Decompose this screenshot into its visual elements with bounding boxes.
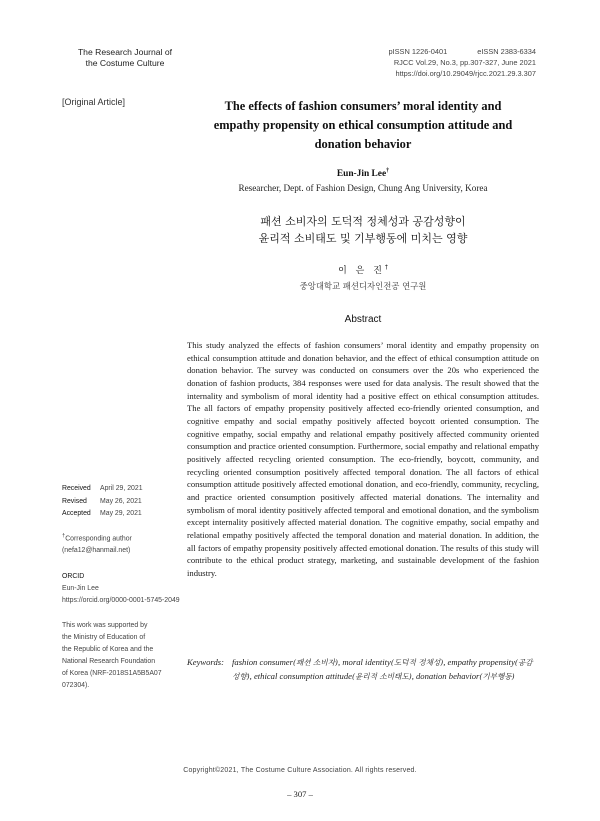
funding-line: of Korea (NRF-2018S1A5B5A07 (62, 670, 162, 678)
eissn: eISSN 2383-6334 (477, 47, 536, 56)
keyword-5: donation behavior (416, 670, 480, 681)
article-dates (62, 483, 143, 521)
author-ko-mark: † (384, 264, 388, 271)
keyword-1: fashion consumer (232, 657, 293, 667)
abstract-heading: Abstract (344, 314, 382, 325)
journal-name-line2: the Costume Culture (85, 58, 165, 68)
revised-date-row (62, 496, 143, 509)
pissn: pISSN 1226-0401 (388, 47, 448, 56)
received-label: Received (62, 485, 91, 492)
revised-date: May 26, 2021 (100, 497, 142, 505)
funding-line: National Research Foundation (62, 658, 156, 666)
orcid-block (62, 571, 180, 606)
corresponding-mark: † (62, 533, 66, 539)
affiliation-en: Researcher, Dept. of Fashion Design, Chung Ang University, Korea (238, 183, 488, 193)
orcid-name: Eun-Jin Lee (62, 584, 99, 592)
received-date-row (62, 483, 143, 496)
keyword-4-ko: (윤리적 소비태도) (352, 671, 412, 681)
funding-note (62, 620, 182, 693)
keyword-3: empathy propensity (447, 657, 515, 667)
author-en (188, 168, 538, 179)
funding-line: This work was supported by (62, 622, 148, 629)
title-en-line3: donation behavior (314, 137, 412, 151)
keyword-2-ko: (도덕적 정체성) (390, 658, 444, 667)
author-en-mark: † (386, 168, 390, 174)
corresponding-author (62, 530, 132, 557)
keywords-list: fashion consumer(패션 소비자), moral identity(도덕적 정체성), empathy propensity(공감성향), ethical consumption attitude(윤리적 소비태도), donation behavior(기부행동) (232, 657, 533, 681)
publication-meta (388, 46, 536, 79)
received-date: April 29, 2021 (100, 485, 143, 492)
corresponding-email[interactable]: (nefa12@hanmail.net) (62, 547, 131, 555)
funding-line: the Republic of Korea and the (62, 646, 154, 654)
accepted-date: May 29, 2021 (100, 510, 142, 518)
title-ko-line2: 윤리적 소비태도 및 기부행동에 미치는 영향 (258, 232, 468, 245)
journal-name-line1: The Research Journal of (77, 47, 173, 57)
accepted-label: Accepted (62, 510, 91, 518)
keywords (187, 656, 539, 683)
orcid-link[interactable]: https://orcid.org/0000-0001-5745-2049 (62, 596, 180, 604)
corresponding-label: Corresponding author (65, 535, 132, 543)
author-en-name: Eun-Jin Lee (336, 169, 387, 180)
journal-name (60, 47, 190, 69)
title-ko-line1: 패션 소비자의 도덕적 정체성과 공감성향이 (260, 215, 466, 228)
title-en-line2: empathy propensity on ethical consumption attitude and (213, 118, 513, 132)
title-en (188, 97, 538, 154)
title-ko (188, 213, 538, 247)
affiliation-ko: 중앙대학교 패션디자인전공 연구원 (299, 281, 427, 291)
abstract-text: This study analyzed the effects of fashion consumers’ moral identity and empathy propensity on ethical consumption attitude and donation behavior, and the effect of ethical consumption attitude on donation behavior. The survey was conducted on consumers over the 20s who experienced the donation of fashion products, 384 responses were used for data analysis. The result showed that the internality and symbolism of moral identity had a positive effect on ethical consumption attitudes. The all factors of empathy propensity positively affected eco-friendly oriented consumption, and cognitive empathy and social empathy positively affected boycott oriented consumption. The cognitive empathy, social empathy and relational empathy positively affected community oriented consumption and practice oriented consumption. Furthermore, social empathy and relational empathy positively affected recycling oriented consumption. The eco-friendly, boycott, community, and recycling oriented consumption positively affected temporal donation. The all factors of ethical consumption attitude positively affected emotional donation, and eco-friendly, community, recycling, and practice oriented consumption positively affected material donations. The internality and symbolism of moral identity positively affected temporal and emotional donation, and the symbolism except internality positively affected material donation. The cognitive empathy, social empathy and relational empathy positively affected the temporal donation and material donation. In addition, the all factors of empathy propensity positively affected emotional donation. The results of this study will contribute to the ethical product strategy, marketing, and sustainable development of the fashion industry. (187, 340, 539, 578)
keywords-label: Keywords: (187, 657, 224, 667)
keyword-4: ethical consumption attitude (253, 670, 352, 681)
orcid-label: ORCID (62, 573, 85, 580)
keyword-3-ko: (공감성향) (232, 658, 533, 681)
author-ko (188, 263, 538, 276)
funding-line: 072304). (62, 682, 90, 690)
revised-label: Revised (62, 497, 87, 505)
citation: RJCC Vol.29, No.3, pp.307-327, June 2021 (393, 58, 536, 67)
author-ko-name: 이 은 진 (338, 266, 385, 276)
title-en-line1: The effects of fashion consumers’ moral identity and (224, 99, 502, 113)
copyright: Copyright©2021, The Costume Culture Association. All rights reserved. (183, 767, 417, 774)
article-type: [Original Article] (62, 97, 126, 107)
keyword-5-ko: (기부행동) (479, 671, 515, 681)
keyword-2: moral identity (342, 657, 391, 667)
funding-line: the Ministry of Education of (62, 634, 146, 642)
accepted-date-row (62, 508, 143, 521)
page-number: – 307 – (287, 789, 313, 799)
keyword-1-ko: (패션 소비자) (292, 658, 339, 667)
doi-link[interactable]: https://doi.org/10.29049/rjcc.2021.29.3.307 (395, 69, 536, 78)
